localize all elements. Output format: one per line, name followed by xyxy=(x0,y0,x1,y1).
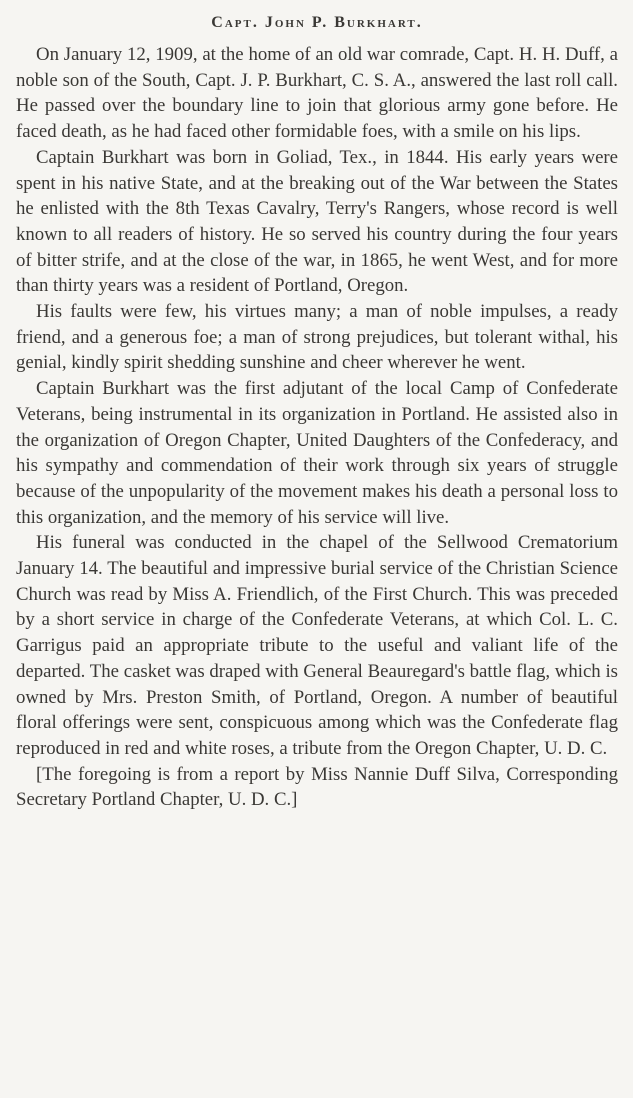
article-title: Capt. John P. Burkhart. xyxy=(211,14,423,31)
document-page xyxy=(16,12,618,813)
paragraph-death-announcement: On January 12, 1909, at the home of an old war comrade, Capt. H. H. Duff, a noble son of the South, Capt. J. P. Burkhart, C. S. A., answered the last roll call. He passed over the boundary line to join that glorious army gone before. He faced death, as he had faced other formidable foes, with a smile on his lips. xyxy=(16,44,618,143)
paragraph-character: His faults were few, his virtues many; a man of noble impulses, a ready friend, and a generous foe; a man of strong prejudices, but tolerant withal, his genial, kindly spirit shedding sunshine and cheer wherever he went. xyxy=(16,301,618,374)
paragraph-biography: Captain Burkhart was born in Goliad, Tex., in 1844. His early years were spent in his native State, and at the breaking out of the War between the States he enlisted with the 8th Texas Cavalry, Terry's Rangers, whose record is well known to all readers of history. He so served his country during the four years of bitter strife, and at the close of the war, in 1865, he went West, and for more than thirty years was a resident of Portland, Oregon. xyxy=(16,146,618,297)
paragraph-source-note: [The foregoing is from a report by Miss Nannie Duff Silva, Corresponding Secretary Portland Chapter, U. D. C.] xyxy=(16,763,618,811)
paragraph-service: Captain Burkhart was the first adjutant of the local Camp of Confederate Veterans, being instrumental in its organization in Portland. He assisted also in the organization of Oregon Chapter, United Daughters of the Confederacy, and his sympathy and commendation of their work through six years of struggle because of the unpopularity of the movement makes his death a personal loss to this organization, and the memory of his service will live. xyxy=(16,378,618,528)
paragraph-funeral: His funeral was conducted in the chapel of the Sellwood Crematorium January 14. The beautiful and impressive burial service of the Christian Science Church was read by Miss A. Friendlich, of the First Church. This was preceded by a short service in charge of the Confederate Veterans, at which Col. L. C. Garrigus paid an appropriate tribute to the useful and valiant life of the departed. The casket was draped with General Beauregard's battle flag, which is owned by Mrs. Preston Smith, of Portland, Oregon. A number of beautiful floral offerings were sent, conspicuous among which was the Confederate flag reproduced in red and white roses, a tribute from the Oregon Chapter, U. D. C. xyxy=(16,532,618,759)
